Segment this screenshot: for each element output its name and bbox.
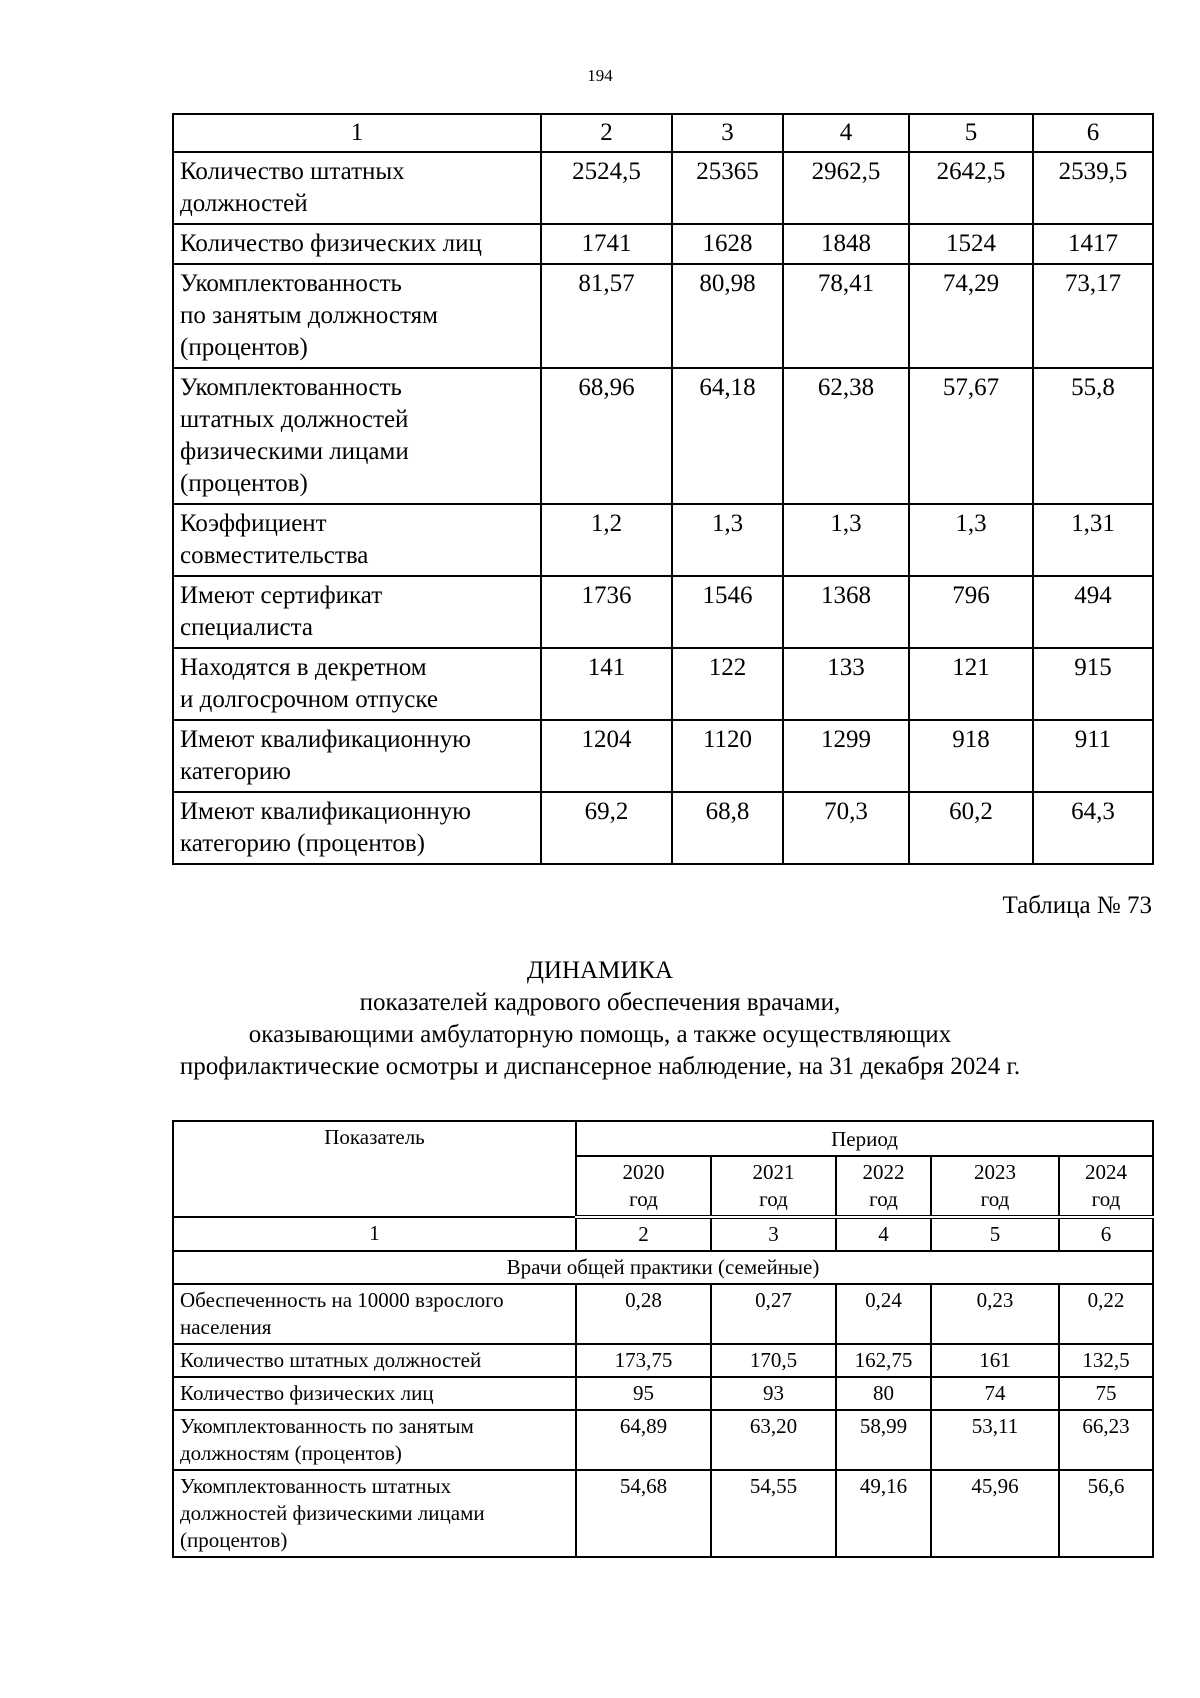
row-label-line: Количество физических лиц xyxy=(180,1381,434,1405)
value-cell: 494 xyxy=(1033,576,1153,648)
row-label xyxy=(173,1344,576,1377)
value-cell: 95 xyxy=(576,1377,711,1410)
value-cell: 45,96 xyxy=(931,1470,1059,1557)
row-label-line: специалиста xyxy=(180,614,313,641)
value-cell: 121 xyxy=(909,648,1033,720)
row-label-line: категорию (процентов) xyxy=(180,830,425,857)
page-number: 194 xyxy=(587,66,613,85)
row-label-line: Коэффициент xyxy=(180,510,327,537)
year-header xyxy=(836,1156,931,1217)
year-unit: год xyxy=(1091,1187,1121,1211)
year-value: 2024 xyxy=(1085,1160,1128,1184)
value-cell: 2642,5 xyxy=(909,152,1033,224)
row-label-line: физическими лицами xyxy=(180,438,409,465)
value-cell: 93 xyxy=(711,1377,836,1410)
value-cell: 70,3 xyxy=(783,792,909,864)
row-label-line: Имеют квалификационную xyxy=(180,798,471,825)
value-cell: 69,2 xyxy=(541,792,672,864)
value-cell: 173,75 xyxy=(576,1344,711,1377)
row-label xyxy=(173,720,541,792)
value-cell: 1299 xyxy=(783,720,909,792)
row-label xyxy=(173,368,541,504)
value-cell: 796 xyxy=(909,576,1033,648)
value-cell: 122 xyxy=(672,648,783,720)
value-cell: 74,29 xyxy=(909,264,1033,368)
year-header xyxy=(576,1156,711,1217)
title-line: оказывающими амбулаторную помощь, а также осуществляющих xyxy=(248,1021,952,1048)
table-row xyxy=(173,720,1153,792)
row-label-line: Имеют квалификационную xyxy=(180,726,471,753)
table-row xyxy=(173,264,1153,368)
table-row xyxy=(173,1410,1153,1470)
row-label xyxy=(173,1410,576,1470)
column-number: 5 xyxy=(909,114,1033,152)
value-cell: 911 xyxy=(1033,720,1153,792)
row-label xyxy=(173,576,541,648)
column-number: 6 xyxy=(1033,114,1153,152)
value-cell: 54,68 xyxy=(576,1470,711,1557)
year-value: 2021 xyxy=(752,1160,795,1184)
value-cell: 1,3 xyxy=(783,504,909,576)
row-label-line: и долгосрочном отпуске xyxy=(180,686,438,713)
value-cell: 1628 xyxy=(672,224,783,264)
table-row xyxy=(173,368,1153,504)
value-cell: 170,5 xyxy=(711,1344,836,1377)
table-row xyxy=(173,576,1153,648)
value-cell: 2539,5 xyxy=(1033,152,1153,224)
value-cell: 1368 xyxy=(783,576,909,648)
table-header-row xyxy=(173,114,1153,152)
row-label xyxy=(173,792,541,864)
value-cell: 55,8 xyxy=(1033,368,1153,504)
row-label-line: (процентов) xyxy=(180,1528,288,1552)
value-cell: 1120 xyxy=(672,720,783,792)
row-label-line: Укомплектованность по занятым xyxy=(180,1414,474,1438)
year-value: 2022 xyxy=(862,1160,905,1184)
value-cell: 75 xyxy=(1059,1377,1153,1410)
value-cell: 73,17 xyxy=(1033,264,1153,368)
row-label-line: Обеспеченность на 10000 взрослого xyxy=(180,1288,504,1312)
table-row xyxy=(173,1344,1153,1377)
row-label xyxy=(173,648,541,720)
value-cell: 162,75 xyxy=(836,1344,931,1377)
value-cell: 80 xyxy=(836,1377,931,1410)
year-header xyxy=(931,1156,1059,1217)
title-line: показателей кадрового обеспечения врачами, xyxy=(359,989,841,1016)
value-cell: 0,24 xyxy=(836,1284,931,1344)
value-cell: 58,99 xyxy=(836,1410,931,1470)
year-unit: год xyxy=(980,1187,1010,1211)
section-header: Врачи общей практики (семейные) xyxy=(173,1251,1153,1284)
value-cell: 0,27 xyxy=(711,1284,836,1344)
value-cell: 68,96 xyxy=(541,368,672,504)
value-cell: 2962,5 xyxy=(783,152,909,224)
value-cell: 68,8 xyxy=(672,792,783,864)
table-title xyxy=(0,955,1200,1083)
row-label xyxy=(173,1470,576,1557)
row-label-line: Количество физических лиц xyxy=(180,230,482,257)
year-value: 2023 xyxy=(974,1160,1016,1184)
staffing-table-continued xyxy=(172,113,1154,865)
column-number: 5 xyxy=(931,1217,1059,1251)
value-cell: 64,3 xyxy=(1033,792,1153,864)
row-label-line: населения xyxy=(180,1315,272,1339)
row-label-line: должностям (процентов) xyxy=(180,1441,402,1465)
year-header xyxy=(711,1156,836,1217)
row-label-line: должностей физическими лицами xyxy=(180,1501,485,1525)
row-label-line: Укомплектованность штатных xyxy=(180,1474,452,1498)
value-cell: 1,3 xyxy=(672,504,783,576)
year-header xyxy=(1059,1156,1153,1217)
row-label-line: штатных должностей xyxy=(180,406,409,433)
value-cell: 918 xyxy=(909,720,1033,792)
row-label-line: совместительства xyxy=(180,542,369,569)
value-cell: 53,11 xyxy=(931,1410,1059,1470)
value-cell: 1848 xyxy=(783,224,909,264)
value-cell: 63,20 xyxy=(711,1410,836,1470)
column-number: 3 xyxy=(711,1217,836,1251)
column-number: 1 xyxy=(173,114,541,152)
value-cell: 66,23 xyxy=(1059,1410,1153,1470)
value-cell: 62,38 xyxy=(783,368,909,504)
value-cell: 74 xyxy=(931,1377,1059,1410)
column-number: 4 xyxy=(836,1217,931,1251)
row-label-line: (процентов) xyxy=(180,470,308,497)
value-cell: 78,41 xyxy=(783,264,909,368)
row-label-line: Имеют сертификат xyxy=(180,582,383,609)
value-cell: 0,28 xyxy=(576,1284,711,1344)
value-cell: 0,23 xyxy=(931,1284,1059,1344)
row-label xyxy=(173,1377,576,1410)
row-label-line: Находятся в декретном xyxy=(180,654,427,681)
column-number: 4 xyxy=(783,114,909,152)
row-label-line: по занятым должностям xyxy=(180,302,438,329)
row-label-line: должностей xyxy=(180,190,308,217)
row-label-line: (процентов) xyxy=(180,334,308,361)
value-cell: 57,67 xyxy=(909,368,1033,504)
table-row xyxy=(173,792,1153,864)
value-cell: 1,3 xyxy=(909,504,1033,576)
period-header: Период xyxy=(576,1121,1153,1156)
table-row xyxy=(173,152,1153,224)
value-cell: 161 xyxy=(931,1344,1059,1377)
value-cell: 0,22 xyxy=(1059,1284,1153,1344)
column-number: 6 xyxy=(1059,1217,1153,1251)
value-cell: 64,89 xyxy=(576,1410,711,1470)
row-label xyxy=(173,1284,576,1344)
value-cell: 133 xyxy=(783,648,909,720)
value-cell: 2524,5 xyxy=(541,152,672,224)
indicator-header: Показатель xyxy=(173,1121,576,1217)
row-label xyxy=(173,152,541,224)
value-cell: 81,57 xyxy=(541,264,672,368)
column-number: 1 xyxy=(173,1217,576,1251)
value-cell: 25365 xyxy=(672,152,783,224)
value-cell: 1,31 xyxy=(1033,504,1153,576)
table-row xyxy=(173,648,1153,720)
value-cell: 1546 xyxy=(672,576,783,648)
column-number: 3 xyxy=(672,114,783,152)
value-cell: 1524 xyxy=(909,224,1033,264)
value-cell: 1,2 xyxy=(541,504,672,576)
table-row xyxy=(173,504,1153,576)
physician-staffing-table xyxy=(172,1120,1154,1558)
row-label xyxy=(173,264,541,368)
table-row xyxy=(173,1377,1153,1410)
year-value: 2020 xyxy=(622,1160,665,1184)
row-label-line: Укомплектованность xyxy=(180,374,402,401)
row-label xyxy=(173,504,541,576)
value-cell: 54,55 xyxy=(711,1470,836,1557)
value-cell: 60,2 xyxy=(909,792,1033,864)
table-row xyxy=(173,1470,1153,1557)
table-caption: Таблица № 73 xyxy=(1002,892,1152,919)
value-cell: 1741 xyxy=(541,224,672,264)
title-heading: ДИНАМИКА xyxy=(526,957,674,984)
row-label-line: Укомплектованность xyxy=(180,270,402,297)
value-cell: 80,98 xyxy=(672,264,783,368)
value-cell: 64,18 xyxy=(672,368,783,504)
column-number: 2 xyxy=(576,1217,711,1251)
row-label-line: Количество штатных должностей xyxy=(180,1348,482,1372)
table-row xyxy=(173,224,1153,264)
year-unit: год xyxy=(869,1187,898,1211)
row-label-line: Количество штатных xyxy=(180,158,405,185)
value-cell: 49,16 xyxy=(836,1470,931,1557)
year-unit: год xyxy=(629,1187,658,1211)
value-cell: 1204 xyxy=(541,720,672,792)
value-cell: 56,6 xyxy=(1059,1470,1153,1557)
year-unit: год xyxy=(759,1187,788,1211)
value-cell: 1417 xyxy=(1033,224,1153,264)
row-label-line: категорию xyxy=(180,758,291,785)
value-cell: 915 xyxy=(1033,648,1153,720)
value-cell: 141 xyxy=(541,648,672,720)
table-row xyxy=(173,1284,1153,1344)
value-cell: 132,5 xyxy=(1059,1344,1153,1377)
column-number: 2 xyxy=(541,114,672,152)
value-cell: 1736 xyxy=(541,576,672,648)
row-label xyxy=(173,224,541,264)
title-line: профилактические осмотры и диспансерное наблюдение, на 31 декабря 2024 г. xyxy=(179,1053,1021,1080)
